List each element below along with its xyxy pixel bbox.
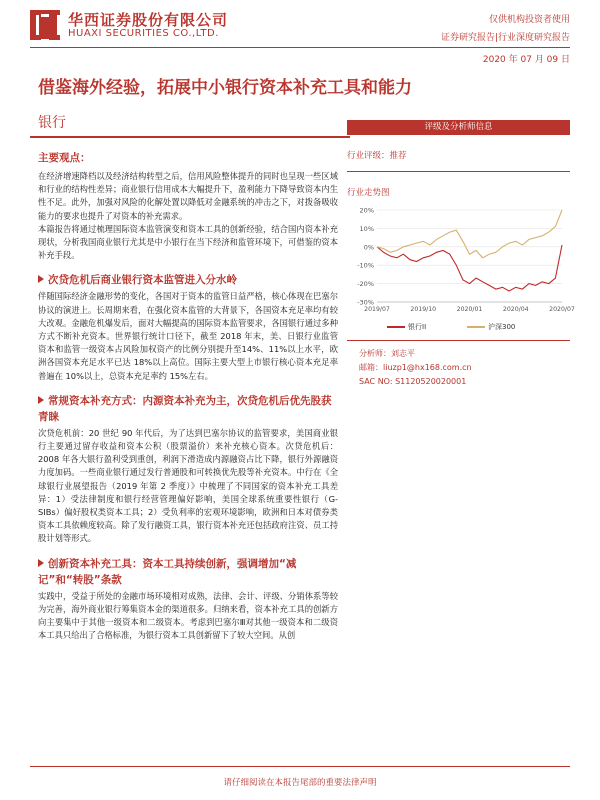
trend-chart	[347, 202, 575, 320]
footer-divider	[30, 766, 570, 767]
section-heading-text: 次贷危机后商业银行资本监管进入分水岭	[48, 274, 237, 287]
main-content	[38, 150, 338, 642]
sidebar	[347, 120, 575, 389]
series-line-csi300	[377, 210, 562, 258]
triangle-bullet-icon	[38, 396, 44, 404]
section-paragraph: 在经济增速降档以及经济结构转型之后，信用风险整体提升的同时也呈现一些区域和行业的结构性差异；商业银行信用成本大幅提升下，盈利能力下降导致资本内生性不足。此外，加强对风险的化解处置以降低对金融系统的冲击之下，对拨备吸收能力的要求也提升了对资本的补充需求。	[38, 171, 338, 221]
header-divider	[30, 47, 570, 48]
section-paragraph: 次贷危机前：20 世纪 90 年代后，为了达到巴塞尔协议的监管要求，美国商业银行主要通过留存收益和资本公积（股票溢价）来补充核心资本。次贷危机后：2008 年各大银行盈利受到重创，利润下滑造成内源融资占比下降，银行外源融资力度加码。一些商业银行通过发行普通股和可转换优先股等补充资本。中行在《全球银行业展望报告（2019 年第 2 季度）》中梳理了不同国家的资本补充工具差异：1）受法律制度和银行经营管理偏好影响，美国全球系统重要性银行（G-SIBs）偏好股权类资本工具；2）受负利率的宏观环境影响，欧洲和日本对债券类资本工具依赖度较高。除了发行融资工具，银行资本补充还包括政府注资、员工持股计划等形式。	[38, 427, 338, 544]
analyst-info	[347, 347, 570, 389]
series-line-bank	[377, 245, 562, 291]
section-heading: 主要观点：	[38, 152, 91, 164]
x-tick-label: 2020/04	[502, 306, 529, 313]
industry-rating	[347, 149, 570, 161]
legend-swatch	[467, 326, 485, 328]
x-tick-label: 2019/10	[410, 306, 437, 313]
company-name-cn: 华西证券股份有限公司	[68, 11, 229, 29]
section-paragraph: 实践中，受益于所处的金融市场环境相对成熟，法律、会计、评级、分销体系等较为完善，海外商业银行筹集资本金的渠道很多。归纳来看，资本补充工具的创新方向主要集中于其他一级资本和二级资本。考虑到巴塞尔Ⅲ对其他一级资本和二级资本工具只给出了合格标准，为银行资本工具创新留下了较大空间。从创	[38, 590, 338, 641]
y-tick-label: 20%	[359, 206, 374, 215]
section-paragraph: 本篇报告将通过梳理国际资本监管演变和资本工具的创新经验，结合国内资本补充现状，分析我国商业银行尤其是中小银行在当下经济和监管环境下，可借鉴的资本补充手段。	[38, 223, 338, 261]
sector-divider	[30, 136, 350, 138]
analyst-label: 分析师：	[359, 349, 391, 358]
triangle-bullet-icon	[38, 275, 44, 283]
audience-tagline: 仅供机构投资者使用	[488, 15, 570, 25]
y-tick-label: -30%	[357, 298, 374, 307]
company-logo	[30, 10, 60, 40]
section-paragraph: 伴随国际经济金融形势的变化，各国对于资本的监管日益严格，核心体现在巴塞尔协议的演进上。长周期来看，在强化资本监管的大背景下，各国资本充足率均有较大改观。金融危机爆发后，面对大幅提高的国际资本监管要求，各国银行通过多种方式不断补充资本。世界银行统计口径下，截至 2018 年末，美、日银行业监管资本和监管一级资本占风险加权资产的比例分别提升至14%、11%以上水平，欧洲各国资本充足水平已达 18%以上高位。国际主要大型上市银行核心资本充足率普遍在 10%以上，总资本充足率约 15%左右。	[38, 291, 338, 381]
sidebar-header: 评级及分析师信息	[347, 120, 570, 135]
analyst-email[interactable]: liuzp1@hx168.com.cn	[383, 363, 472, 372]
rating-value: 推荐	[389, 151, 407, 161]
trend-chart-title: 行业走势图	[347, 188, 390, 198]
legend-item-bank	[387, 322, 426, 332]
section-heading	[38, 272, 338, 288]
analyst-name: 刘志平	[391, 349, 415, 358]
section-regulation	[38, 272, 338, 382]
y-tick-label: -20%	[357, 280, 374, 289]
section-heading	[38, 393, 338, 425]
analyst-sac-row	[359, 375, 570, 389]
chart-legend	[347, 320, 570, 334]
x-tick-label: 2020/07	[549, 306, 575, 313]
analyst-name-row	[359, 347, 570, 361]
analyst-email-row	[359, 361, 570, 375]
triangle-bullet-icon	[38, 559, 44, 567]
report-title: 借鉴海外经验，拓展中小银行资本补充工具和能力	[38, 78, 412, 98]
legend-label: 沪深300	[488, 323, 516, 331]
y-tick-label: -10%	[357, 261, 374, 270]
legend-swatch	[387, 326, 405, 328]
section-innovative-tools	[38, 556, 338, 643]
email-label: 邮箱：	[359, 363, 383, 372]
y-tick-label: 0%	[363, 243, 374, 252]
x-tick-label: 2019/07	[364, 306, 390, 313]
section-main-points	[38, 150, 338, 262]
legend-item-csi300	[467, 322, 515, 332]
section-heading-text: 常规资本补充方式：内源资本补充为主，次贷危机后优先股获青睐	[38, 394, 332, 423]
trend-chart-svg	[347, 202, 575, 320]
company-name-en: HUAXI SECURITIES CO.,LTD.	[68, 28, 219, 39]
sidebar-divider	[347, 340, 570, 341]
report-date: 2020 年 07 月 09 日	[482, 55, 570, 65]
sac-number: S1120520020001	[395, 377, 467, 386]
report-type: 证券研究报告|行业深度研究报告	[440, 33, 570, 43]
rating-label: 行业评级：	[347, 151, 390, 161]
legal-notice: 请仔细阅读在本报告尾部的重要法律声明	[223, 778, 377, 788]
y-tick-label: 10%	[359, 224, 374, 233]
sidebar-divider	[347, 171, 570, 172]
section-conventional-tools	[38, 393, 338, 546]
sac-label: SAC NO:	[359, 377, 393, 386]
legend-label: 银行II	[408, 323, 427, 331]
sector-label: 银行	[38, 115, 66, 131]
x-tick-label: 2020/01	[456, 306, 483, 313]
section-heading	[38, 556, 338, 588]
section-heading-text: 创新资本补充工具：资本工具持续创新，强调增加“减记”和“转股”条款	[38, 557, 297, 586]
